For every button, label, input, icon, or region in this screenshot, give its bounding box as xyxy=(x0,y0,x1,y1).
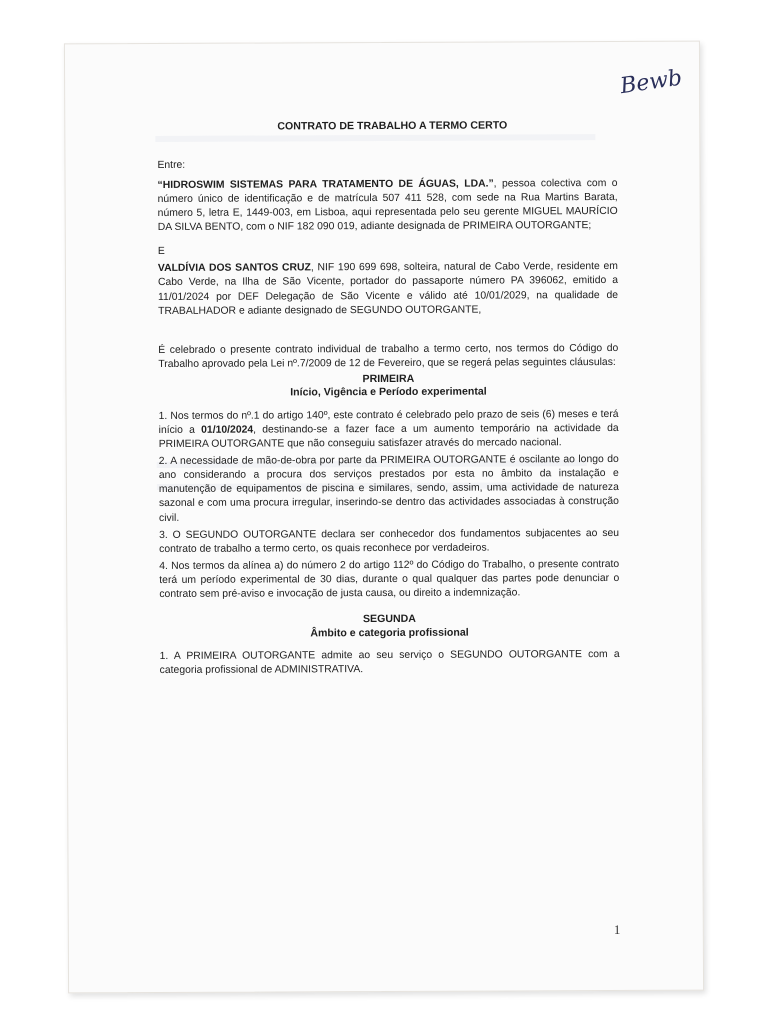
document-page xyxy=(64,41,704,994)
clause-2-1: 1. A PRIMEIRA OUTORGANTE admite ao seu serviço o SEGUNDO OUTORGANTE com a categoria profissional de ADMINISTRATIVA. xyxy=(159,648,620,676)
document-title: CONTRATO DE TRABALHO A TERMO CERTO xyxy=(277,119,508,133)
clause-1-1 xyxy=(159,408,619,452)
second-party-paragraph xyxy=(158,260,618,319)
section-subheading-primeira: Início, Vigência e Período experimental xyxy=(290,385,487,399)
document-body xyxy=(157,118,619,681)
handwritten-initials: Bewb xyxy=(618,65,684,100)
start-date: 01/10/2024 xyxy=(201,424,254,436)
first-party-name: “HIDROSWIM SISTEMAS PARA TRATAMENTO DE ÁGUAS, LDA.” xyxy=(157,178,494,191)
page-number: 1 xyxy=(613,921,621,938)
section-subheading-segunda: Âmbito e categoria profissional xyxy=(310,626,469,639)
intro-text: Entre: xyxy=(157,160,186,172)
second-party-details: , NIF 190 699 698, solteira, natural de Cabo Verde, residente em Cabo Verde, na Ilha de São Vicente, portador do passaporte número PA 396062, emitido a 11/01/2024 por DEF Delegação de São Vicente e válido até 10/01/2029, na qualidade de TRABALHADOR e adiante designado de SEGUNDO OUTORGANTE, xyxy=(157,261,619,317)
section-heading-primeira: PRIMEIRA xyxy=(362,372,415,386)
clause-text: 1. Nos termos do nº.1 do artigo 140º, este contrato é celebrado pelo prazo de seis (6) meses e terá início a xyxy=(158,408,619,436)
second-party-name: VALDÍVIA DOS SANTOS CRUZ xyxy=(157,262,311,275)
first-party-details: , pessoa colectiva com o número único de identificação e de matrícula 507 411 528, com sede na Rua Martins Barata, número 5, letra E, 1449-003, em Lisboa, aqui representada pelo seu gerente MIGUEL MAURÍCIO DA SILVA BENTO, com o NIF 182 090 019, adiante designada de PRIMEIRA OUTORGANTE; xyxy=(157,177,618,233)
first-party-paragraph xyxy=(158,177,618,236)
clause-1-4: 4. Nos termos da alínea a) do número 2 do artigo 112º do Código do Trabalho, o presente contrato terá um período experimental de 30 dias, durante o qual qualquer das partes pode denunciar o contrato sem pré-aviso e invocação de justa causa, ou direito a indemnização. xyxy=(159,558,620,601)
clause-1-3: 3. O SEGUNDO OUTORGANTE declara ser conhecedor dos fundamentos subjacentes ao seu contrato de trabalho a termo certo, os quais reconhece por verdadeiros. xyxy=(159,527,620,555)
clause-text: , destinando-se a fazer face a um aumento temporário na actividade da PRIMEIRA OUTORGANTE que não conseguiu satisfazer através do mercado nacional. xyxy=(158,422,619,450)
clause-1-2: 2. A necessidade de mão-de-obra por parte da PRIMEIRA OUTORGANTE é oscilante ao longo do ano considerando a procura dos serviços prestados por esta no âmbito da instalação e manutenção de equipamentos de piscina e similares, sendo, assim, uma actividade de natureza sazonal e com uma procura irregular, inserindo-se dentro das actividades associadas à construção civil. xyxy=(158,453,619,524)
section-heading-segunda: SEGUNDA xyxy=(362,613,416,626)
preamble-paragraph: É celebrado o presente contrato individual de trabalho a termo certo, nos termos do Código do Trabalho aprovado pela Lei nº.7/2009 de 12 de Fevereiro, que se regerá pelas seguintes cláusulas: xyxy=(158,342,619,370)
party-separator: E xyxy=(157,246,165,258)
